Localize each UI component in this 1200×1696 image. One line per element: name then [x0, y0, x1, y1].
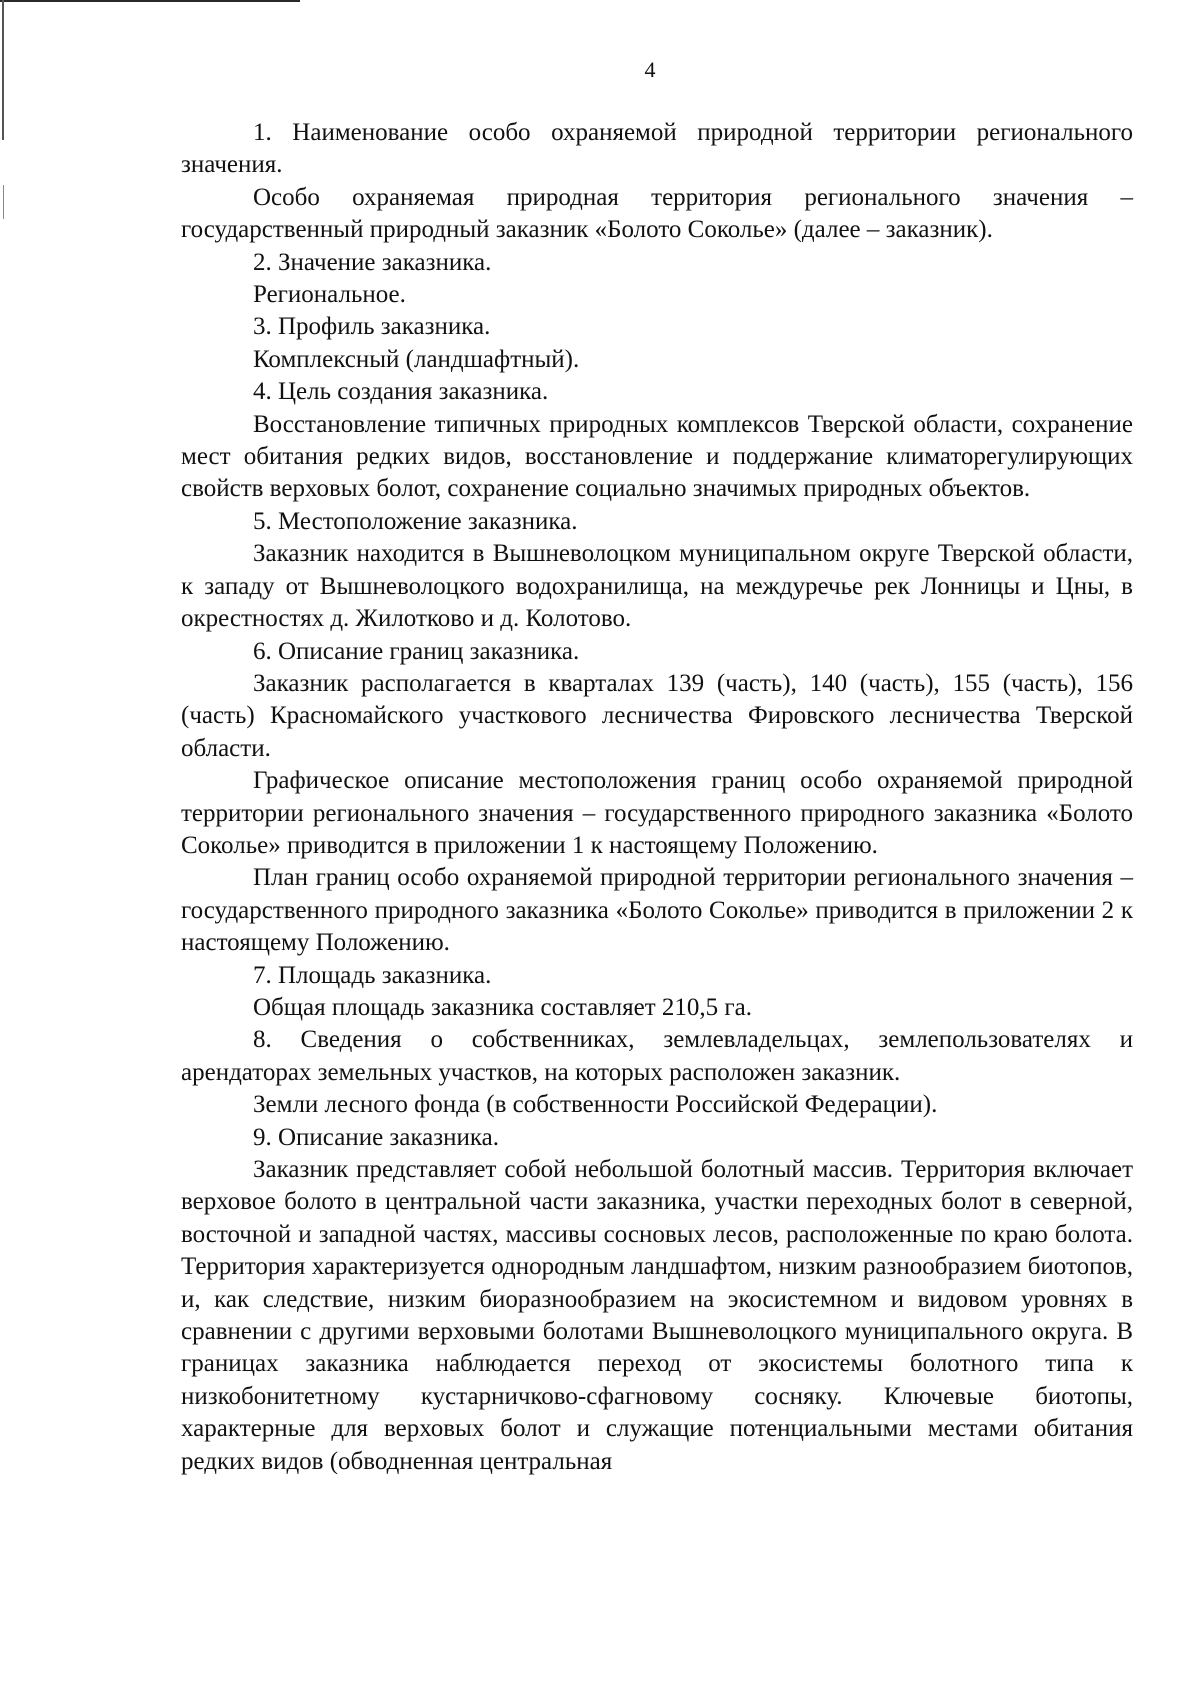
section-4-heading: 4. Цель создания заказника.	[253, 378, 549, 406]
section-7-text: Общая площадь заказника составляет 210,5 га.	[253, 993, 752, 1021]
scan-edge-left-lower	[3, 185, 4, 219]
section-1-heading: 1. Наименование особо охраняемой природной территории регионального значения.	[181, 119, 1133, 179]
section-6-heading: 6. Описание границ заказника.	[253, 637, 580, 665]
scan-edge-top	[0, 0, 300, 2]
section-2-text: Региональное.	[253, 281, 406, 309]
section-8-heading: 8. Сведения о собственниках, землевладельцах, землепользователях и арендаторах земельных участков, на которых расположен заказник.	[181, 1026, 1133, 1086]
section-8-text: Земли лесного фонда (в собственности Российской Федерации).	[253, 1091, 938, 1119]
section-6-text-quarters: Заказник располагается в кварталах 139 (часть), 140 (часть), 155 (часть), 156 (часть) Красномайского участкового лесничества Фировского лесничества Тверской области.	[181, 669, 1133, 762]
section-6-text-graphic: Графическое описание местоположения границ особо охраняемой природной территории регионального значения – государственного природного заказника «Болото Соколье» приводится в приложении 1 к настоящему Положению.	[181, 767, 1133, 859]
section-2-heading: 2. Значение заказника.	[253, 248, 492, 276]
section-1-text: Особо охраняемая природная территория регионального значения – государственный природный заказник «Болото Соколье» (далее – заказник).	[181, 183, 1133, 244]
section-5-text: Заказник находится в Вышневолоцком муниципальном округе Тверской области, к западу от Вышневолоцкого водохранилища, на междуречье рек Лонницы и Цны, в окрестностях д. Жилотково и д. Колотово.	[181, 540, 1133, 633]
section-5-heading: 5. Местоположение заказника.	[253, 507, 578, 535]
section-4-text: Восстановление типичных природных комплексов Тверской области, сохранение мест обитания редких видов, восстановление и поддержание климаторегулирующих свойств верховых болот, сохранение социально значимых природных объектов.	[181, 410, 1133, 503]
section-7-heading: 7. Площадь заказника.	[253, 961, 492, 989]
section-6-text-plan: План границ особо охраняемой природной территории регионального значения – государственного природного заказника «Болото Соколье» приводится в приложении 2 к настоящему Положению.	[181, 864, 1133, 957]
section-9-heading: 9. Описание заказника.	[253, 1123, 499, 1151]
section-3-heading: 3. Профиль заказника.	[253, 313, 491, 341]
section-9-text: Заказник представляет собой небольшой болотный массив. Территория включает верховое болото в центральной части заказника, участки переходных болот в северной, восточной и западной частях, массивы сосновых лесов, расположенные по краю болота. Территория характеризуется однородным ландшафтом, низким разнообразием биотопов, и, как следствие, низким биоразнообразием на экосистемном и видовом уровнях в сравнении с другими верховыми болотами Вышневолоцкого муниципального округа. В границах заказника наблюдается переход от экосистемы болотного типа к низкобонитетному кустарничково-сфагновому сосняку. Ключевые биотопы, характерные для верховых болот и служащие потенциальными местами обитания редких видов (обводненная центральная	[181, 1156, 1133, 1475]
page-number: 4	[644, 57, 656, 82]
document-body	[181, 117, 1133, 1478]
section-3-text: Комплексный (ландшафтный).	[253, 345, 580, 373]
